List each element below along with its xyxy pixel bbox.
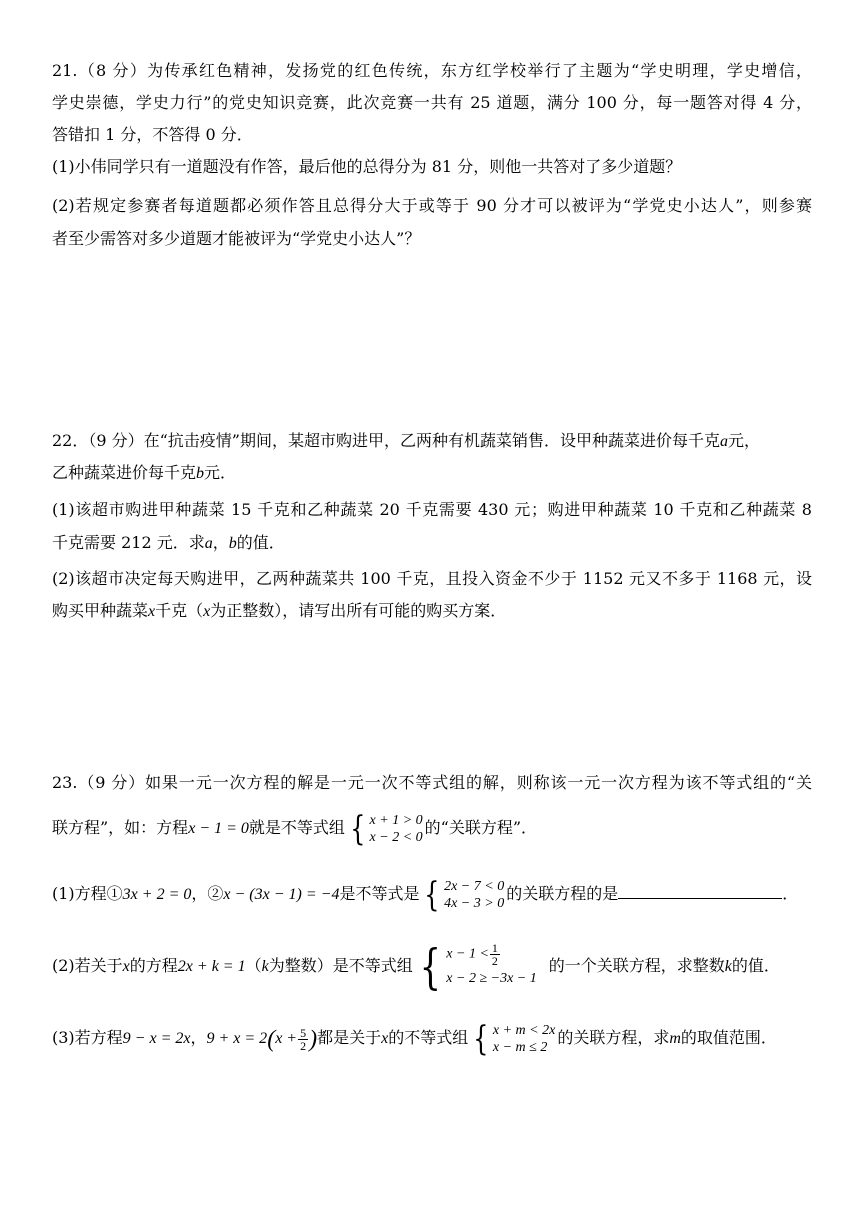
q23-part-3-text: (3)若方程 [52,1028,123,1047]
equation-5-inner: x + [275,1030,298,1047]
equation-3: 2x + k = 1 [177,958,246,975]
part-1-inequality-system [421,874,505,915]
q21-part-1: (1)小伟同学只有一道题没有作答，最后他的总得分为 81 分，则他一共答对了多少道题？ [52,157,682,176]
q23-line-2-text: 联方程”，如：方程 [52,818,189,837]
q22-part-1-line-2 [52,532,812,555]
fraction-numerator: 1 [491,941,498,955]
fraction-denominator: 2 [491,954,498,968]
var-a: a [720,433,728,450]
q23-part-2-text-c: 为整数）是不等式组 [268,956,413,975]
fraction-five-halves [298,1027,308,1052]
var-k-2: k [724,958,732,975]
q22-line-2-end: 元． [204,463,237,482]
q23-part-3-text-b: 都是关于 [317,1028,382,1047]
example-inequality-system [347,808,423,849]
answer-blank[interactable] [618,882,782,899]
part-1-system-row-1: 2x − 7 < 0 [444,878,505,894]
var-b-2: b [228,535,237,552]
q22-part-2-end: 为正整数），请写出所有可能的购买方案． [210,601,507,620]
q22-part-1-end: 的值． [236,533,285,552]
q23-part-2-text: (2)若关于 [52,956,123,975]
q21-line-3: 答错扣 1 分，不答得 0 分． [52,125,253,144]
right-paren: ) [309,1026,318,1053]
q23-part-2 [52,938,812,994]
var-b: b [196,465,205,482]
part-2-inequality-system [415,938,537,995]
q22-part-2-line-2 [52,600,812,623]
var-x-3: x [122,958,130,975]
example-system-row-1: x + 1 > 0 [369,812,423,828]
q23-part-1-text: (1)方程① [52,884,123,903]
var-x-4: x [381,1030,389,1047]
brace-icon: { [350,808,366,849]
q21-part-2-line-2: 者至少需答对多少道题才能被评为“学党史小达人”？ [52,229,421,248]
var-a-2: a [204,535,213,552]
q23-line-2-text-b: 就是不等式组 [248,818,345,837]
example-equation: x − 1 = 0 [188,820,249,837]
q22-line-1-end: 元， [728,431,761,450]
q22-line-2 [52,462,812,485]
q23-line-2-end: 的“关联方程”． [424,818,538,837]
fraction-numerator-2: 5 [300,1025,307,1040]
q21-line-1: 21.（8 分）为传承红色精神，发扬党的红色传统，东方红学校举行了主题为“学史明理，学史增信， [52,61,812,80]
var-k: k [261,958,269,975]
fraction-one-half [490,942,500,967]
brace-icon: { [473,1018,489,1059]
part-2-system-row-1-text: x − 1 < [446,946,489,962]
q23-part-2-text-d: 的一个关联方程，求整数 [548,956,725,975]
part-2-system-row-1 [446,942,536,967]
q23-part-3-end: 的取值范围． [680,1028,777,1047]
brace-icon: { [419,938,441,995]
brace-icon: { [424,874,440,915]
q23-part-3-text-c: 的不等式组 [388,1028,469,1047]
q23-line-1: 23.（9 分）如果一元一次方程的解是一元一次不等式组的解，则称该一元一次方程为该不等式组的“关 [52,773,812,792]
q23-line-2 [52,808,812,848]
example-system-row-2: x − 2 < 0 [369,829,423,845]
q23-part-2-paren: （ [245,956,262,975]
fraction-denominator-2: 2 [300,1038,307,1053]
q23-part-2-end: 的值． [731,956,780,975]
q23-part-3-text-d: 的关联方程，求 [557,1028,670,1047]
q22-part-2-line-1: (2)该超市决定每天购进甲，乙两种蔬菜共 100 千克，且投入资金不少于 1152 元又不多于 1168 元，设 [52,569,812,588]
q23-part-2-text-b: 的方程 [129,956,178,975]
q23-part-1 [52,874,812,914]
equation-4: 9 − x = 2x [122,1030,191,1047]
part-3-inequality-system [470,1018,556,1059]
q22-line-1 [52,430,812,453]
left-paren: ( [267,1026,276,1053]
part-3-system-row-2: x − m ≤ 2 [492,1039,548,1055]
q22-line-2-text: 乙种蔬菜进价每千克 [52,463,197,482]
separator: ， [212,533,229,552]
q23-part-1-text-c: 的关联方程的是 [506,884,619,903]
equation-5 [206,1025,318,1053]
q21-line-2: 学史崇德，学史力行”的党史知识竞赛，此次竞赛一共有 25 道题，满分 100 分，每一题答对得 4 分， [52,93,812,112]
q22-part-1-line-1: (1)该超市购进甲种蔬菜 15 千克和乙种蔬菜 20 千克需要 430 元；购进甲种蔬菜 10 千克和乙种蔬菜 8 [52,500,812,519]
equation-1: 3x + 2 = 0 [122,886,192,903]
q23-part-1-end: ． [782,884,799,903]
q22-part-1-text: 千克需要 212 元．求 [52,533,205,552]
var-m: m [669,1030,681,1047]
var-x: x [148,603,156,620]
equation-2: x − (3x − 1) = −4 [223,886,340,903]
q23-part-1-sep: ，② [191,884,224,903]
q21-part-2-line-1: (2)若规定参赛者每道题都必须作答且总得分大于或等于 90 分才可以被评为“学党史小达人”，则参赛 [52,196,812,215]
part-1-system-row-2: 4x − 3 > 0 [444,895,505,911]
q23-part-1-text-b: 是不等式是 [339,884,420,903]
q23-part-3-sep: ， [190,1028,207,1047]
equation-5-left: 9 + x = 2 [206,1030,268,1047]
part-3-system-row-1: x + m < 2x [492,1022,556,1038]
q22-part-2-text-b: 千克（ [155,601,204,620]
var-x-2: x [203,603,211,620]
part-2-system-row-2: x − 2 ≥ −3x − 1 [446,971,537,986]
q22-line-1-text: 22．（9 分）在“抗击疫情”期间，某超市购进甲，乙两种有机蔬菜销售．设甲种蔬菜进价每千克 [52,431,720,450]
q23-part-3 [52,1016,812,1060]
q22-part-2-text: 购买甲种蔬菜 [52,601,149,620]
